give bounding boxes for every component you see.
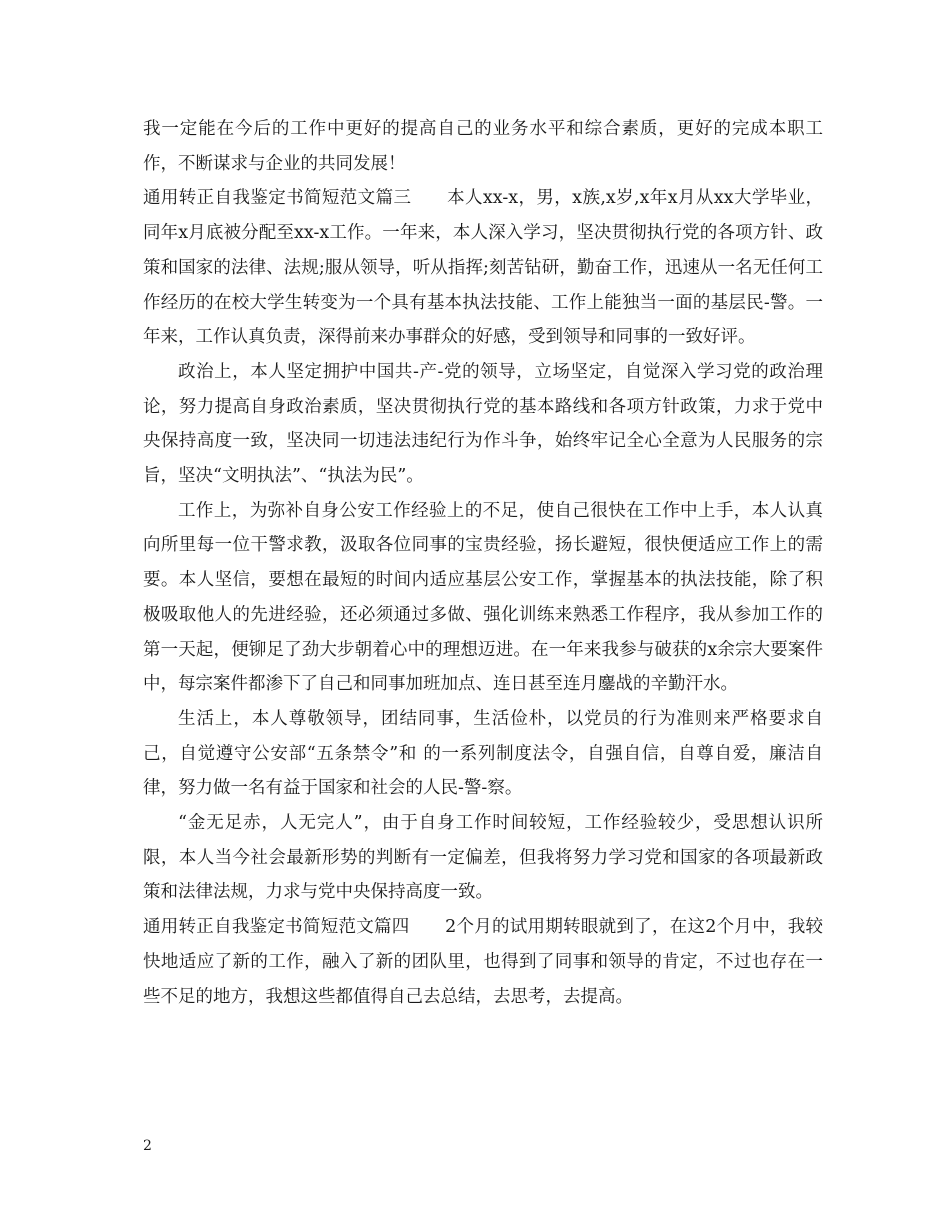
paragraph-politics: 政治上，本人坚定拥护中国共-产-党的领导，立场坚定，自觉深入学习党的政治理论，努力提高自身政治素质，坚决贯彻执行党的基本路线和各项方针政策，力求于党中央保持高度一致，坚决同一切违法违纪行为作斗争，始终牢记全心全意为人民服务的宗旨，坚决“文明执法”、“执法为民”。 xyxy=(143,361,823,487)
paragraph-work: 工作上，为弥补自身公安工作经验上的不足，使自己很快在工作中上手，本人认真向所里每一位干警求教，汲取各位同事的宝贵经验，扬长避短，很快便适应工作上的需要。本人坚信，要想在最短的时间内适应基层公安工作，掌握基本的执法技能，除了积极吸取他人的先进经验，还必须通过多做、强化训练来熟悉工作程序，我从参加工作的第一天起，便铆足了劲大步朝着心中的理想迈进。在一年来我参与破获的x余宗大要案件中，每宗案件都渗下了自己和同事加班加点、连日甚至连月鏖战的辛勤汗水。 xyxy=(143,500,823,695)
paragraph-life: 生活上，本人尊敬领导，团结同事，生活俭朴，以党员的行为准则来严格要求自己，自觉遵守公安部“五条禁令”和 的一系列制度法令，自强自信，自尊自爱，廉洁自律，努力做一名有益于国家和社会的人民-警-察。 xyxy=(143,708,823,799)
paragraph-closing-sentence: 我一定能在今后的工作中更好的提高自己的业务水平和综合素质，更好的完成本职工作，不断谋求与企业的共同发展！ xyxy=(143,119,823,174)
paragraph-article-three-intro: 通用转正自我鉴定书简短范文篇三 本人xx-x，男，x族,x岁,x年x月从xx大学毕业，同年x月底被分配至xx-x工作。一年来，本人深入学习，坚决贯彻执行党的各项方针、政策和国家的法律、法规;服从领导，听从指挥;刻苦钻研，勤奋工作，迅速从一名无任何工作经历的在校大学生转变为一个具有基本执法技能、工作上能独当一面的基层民-警。一年来，工作认真负责，深得前来办事群众的好感，受到领导和同事的一致好评。 xyxy=(143,188,823,348)
paragraph-article-four-intro: 通用转正自我鉴定书简短范文篇四 2个月的试用期转眼就到了，在这2个月中，我较快地适应了新的工作，融入了新的团队里，也得到了同事和领导的肯定，不过也存在一些不足的地方，我想这些都值得自己去总结，去思考，去提高。 xyxy=(143,917,823,1007)
page-number: 2 xyxy=(143,1138,152,1154)
paragraph-shortcomings: “金无足赤，人无完人”，由于自身工作时间较短，工作经验较少，受思想认识所限，本人当今社会最新形势的判断有一定偏差，但我将努力学习党和国家的各项最新政策和法律法规，力求与党中央保持高度一致。 xyxy=(143,813,823,903)
body-text xyxy=(143,112,823,1014)
